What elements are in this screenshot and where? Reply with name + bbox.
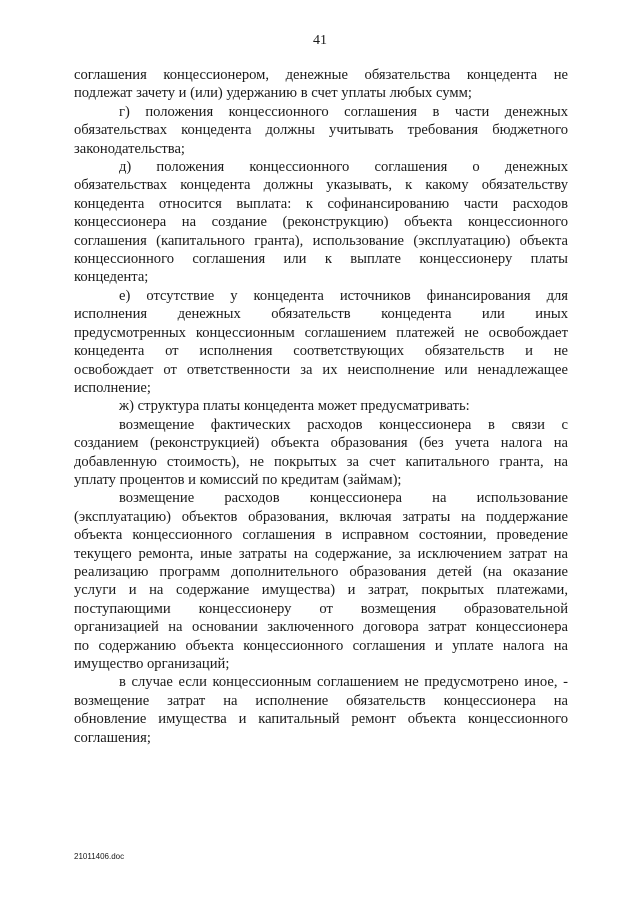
text-line: услуги и на содержание имущества) и затрат, покрытых платежами,	[74, 582, 568, 599]
text-line: объекта концессионного соглашения в исправном состоянии, проведение	[74, 527, 568, 544]
text-line: предусмотренных концессионным соглашением платежей не освобождает	[74, 324, 568, 341]
text-line: концедента относится выплата: к софинансированию части расходов	[74, 195, 568, 212]
page-number: 41	[313, 33, 327, 48]
text-line: концедента от исполнения соответствующих обязательств и не	[74, 343, 568, 360]
text-line: возмещение расходов концессионера на использование	[119, 490, 568, 507]
text-line: освобождает от ответственности за их неисполнение или ненадлежащее	[74, 361, 568, 378]
text-line: в случае если концессионным соглашением не предусмотрено иное, -	[119, 674, 568, 691]
text-line: уплату процентов и комиссий по кредитам (займам);	[74, 471, 402, 488]
text-line: законодательства;	[74, 140, 185, 157]
text-line: созданием (реконструкцией) объекта образования (без учета налога на	[74, 435, 568, 452]
text-line: концессионера на создание (реконструкцию) объекта концессионного	[74, 214, 568, 231]
text-line: е) отсутствие у концедента источников финансирования для	[119, 287, 568, 304]
text-line: концессионного соглашения или к выплате концессионеру платы	[74, 251, 568, 268]
text-line: организацией на основании заключенного договора затрат концессионера	[74, 619, 568, 636]
text-line: возмещение фактических расходов концессионера в связи с	[119, 416, 568, 433]
text-line: г) положения концессионного соглашения в части денежных	[119, 103, 568, 120]
text-line: исполнение;	[74, 379, 151, 396]
text-line: обязательствах концедента должны учитывать требования бюджетного	[74, 122, 568, 139]
text-line: текущего ремонта, иные затраты на содержание, за исключением затрат на	[74, 545, 568, 562]
text-line: подлежат зачету и (или) удержанию в счет уплаты любых сумм;	[74, 85, 472, 102]
footer-filename: 21011406.doc	[74, 852, 125, 861]
text-line: возмещение затрат на исполнение обязательств концессионера на	[74, 692, 568, 709]
text-line: поступающими концессионеру от возмещения образовательной	[74, 600, 568, 617]
text-line: (эксплуатацию) объектов образования, включая затраты на поддержание	[74, 508, 568, 525]
text-line: концедента;	[74, 269, 149, 286]
text-line: д) положения концессионного соглашения о денежных	[119, 159, 568, 176]
text-line: ж) структура платы концедента может предусматривать:	[119, 398, 470, 415]
text-line: обязательствах концедента должны указывать, к какому обязательству	[74, 177, 568, 194]
text-line: добавленную стоимость), не покрытых за счет капитального гранта, на	[74, 453, 568, 470]
text-line: соглашения (капитального гранта), использование (эксплуатацию) объекта	[74, 232, 568, 249]
text-line: соглашения концессионером, денежные обязательства концедента не	[74, 67, 568, 83]
text-line: реализацию программ дополнительного образования детей (на оказание	[74, 563, 568, 580]
text-line: соглашения;	[74, 729, 151, 746]
text-line: исполнения денежных обязательств концедента или иных	[74, 306, 568, 323]
text-line: обновление имущества и капитальный ремонт объекта концессионного	[74, 711, 568, 728]
text-line: имущество организаций;	[74, 656, 230, 672]
text-line: по содержанию объекта концессионного соглашения и уплате налога на	[74, 637, 568, 654]
document-body	[74, 66, 568, 747]
